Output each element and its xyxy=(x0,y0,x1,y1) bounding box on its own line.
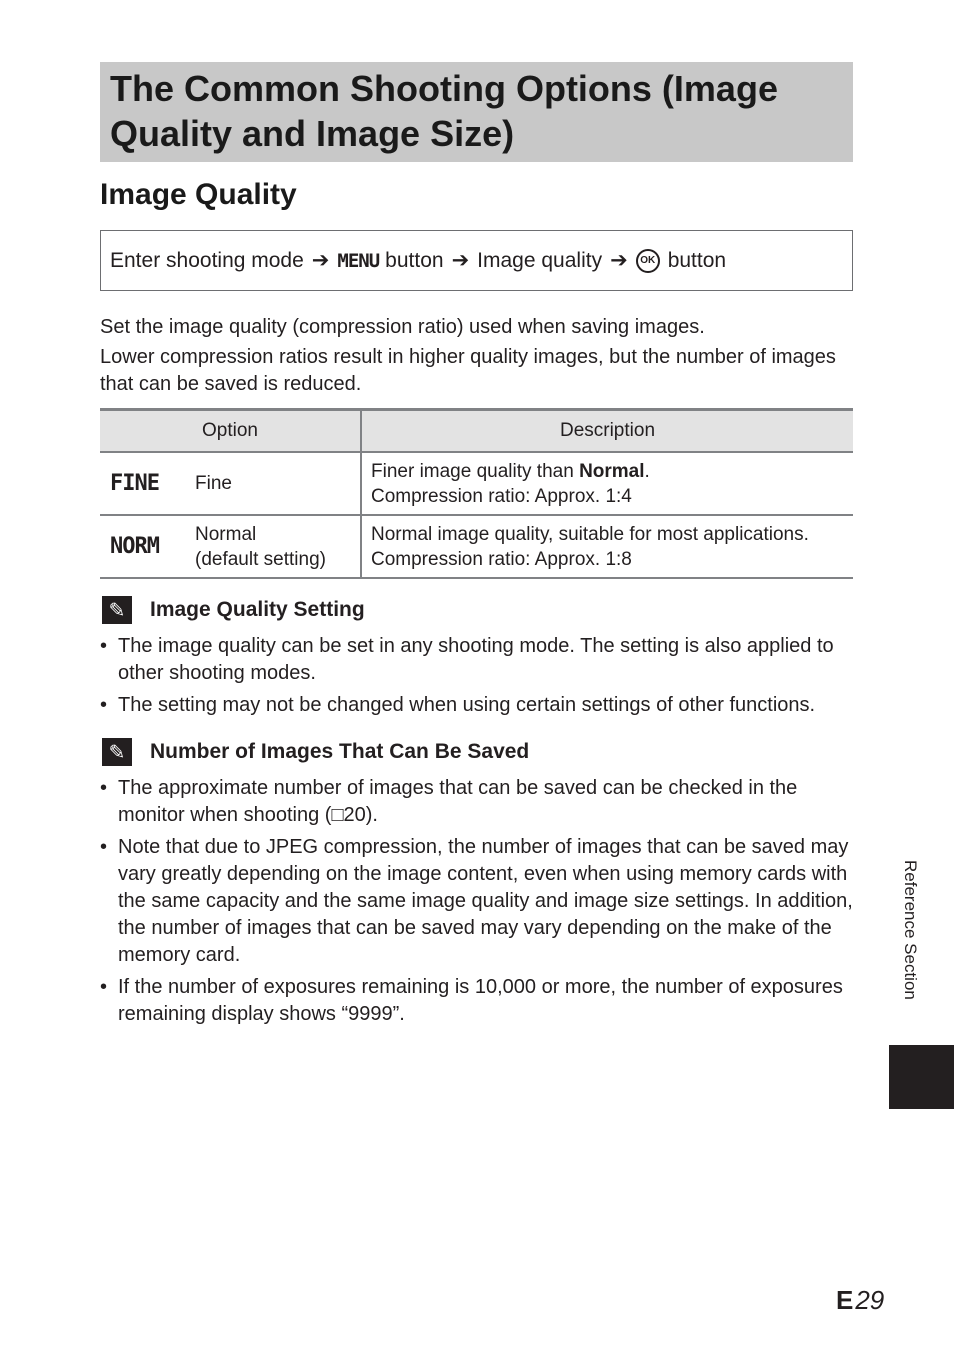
intro-text xyxy=(100,314,853,401)
page-number-value: 29 xyxy=(855,1285,885,1315)
list-item: • Note that due to JPEG compression, the number of images that can be saved may vary greatly depending on the image content, even when using memory cards with the same capacity and the same image quality and image size settings. In addition, the number of images that can be saved may vary depending on the make of the memory card. xyxy=(100,834,853,969)
note-header xyxy=(100,593,853,627)
header-description: Description xyxy=(361,410,853,453)
options-table xyxy=(100,408,853,579)
desc-text: . xyxy=(644,460,650,482)
path-step-ok-button: button xyxy=(667,248,727,272)
list-item: • The image quality can be set in any shooting mode. The setting is also applied to other shooting modes. xyxy=(100,633,853,687)
table-header-row xyxy=(100,410,853,453)
page-title: The Common Shooting Options (Image Quality and Image Size) xyxy=(110,68,778,154)
fine-quality-icon: FINE xyxy=(100,452,195,515)
menu-path-box xyxy=(100,230,853,291)
intro-paragraph: Set the image quality (compression ratio) used when saving images. xyxy=(100,316,705,338)
option-name-line: Normal xyxy=(195,523,257,545)
path-step-image-quality: Image quality xyxy=(477,248,603,272)
ok-button-icon: OK xyxy=(636,249,660,273)
reference-section-icon: E xyxy=(836,1285,854,1315)
title-band xyxy=(100,62,853,162)
option-name-line: Fine xyxy=(195,473,232,494)
desc-compression: Compression ratio: Approx. 1:4 xyxy=(371,485,632,507)
note-title: Number of Images That Can Be Saved xyxy=(150,740,530,763)
note-title: Image Quality Setting xyxy=(150,598,365,621)
note-list xyxy=(100,633,853,719)
desc-compression: Compression ratio: Approx. 1:8 xyxy=(371,548,632,570)
header-option: Option xyxy=(100,410,361,453)
section-title: Image Quality xyxy=(100,178,297,211)
note-header xyxy=(100,735,853,769)
note-image-quality-setting xyxy=(100,593,853,724)
page-number xyxy=(836,1285,884,1316)
table-row xyxy=(100,515,853,578)
option-name-default: (default setting) xyxy=(195,548,326,570)
arrow-right-icon: ➔ xyxy=(311,249,330,272)
desc-text: Normal image quality, suitable for most applications. xyxy=(371,523,809,545)
note-list xyxy=(100,775,853,1028)
arrow-right-icon: ➔ xyxy=(610,249,628,272)
option-description xyxy=(361,452,853,515)
path-step-shooting-mode: Enter shooting mode xyxy=(110,248,304,272)
list-item: • If the number of exposures remaining is 10,000 or more, the number of exposures remaining display shows “9999”. xyxy=(100,974,853,1028)
intro-paragraph: Lower compression ratios result in higher quality images, but the number of images that can be saved is reduced. xyxy=(100,346,836,395)
note-pencil-icon: ✎ xyxy=(102,738,132,766)
norm-quality-icon: NORM xyxy=(100,515,195,578)
desc-text: Finer image quality than xyxy=(371,460,580,482)
list-item: • The approximate number of images that can be saved can be checked in the monitor when shooting (□20). xyxy=(100,775,853,829)
note-number-of-images xyxy=(100,735,853,1033)
note-pencil-icon: ✎ xyxy=(102,596,132,624)
menu-button-icon: MENU xyxy=(337,249,380,272)
option-name xyxy=(195,452,361,515)
path-step-button: button xyxy=(385,248,444,272)
list-item: • The setting may not be changed when using certain settings of other functions. xyxy=(100,692,853,719)
section-tab-marker xyxy=(889,1045,954,1109)
table-row xyxy=(100,452,853,515)
arrow-right-icon: ➔ xyxy=(451,249,470,272)
side-section-label: Reference Section xyxy=(901,860,920,1000)
option-description xyxy=(361,515,853,578)
desc-bold: Normal xyxy=(579,460,645,482)
option-name xyxy=(195,515,361,578)
